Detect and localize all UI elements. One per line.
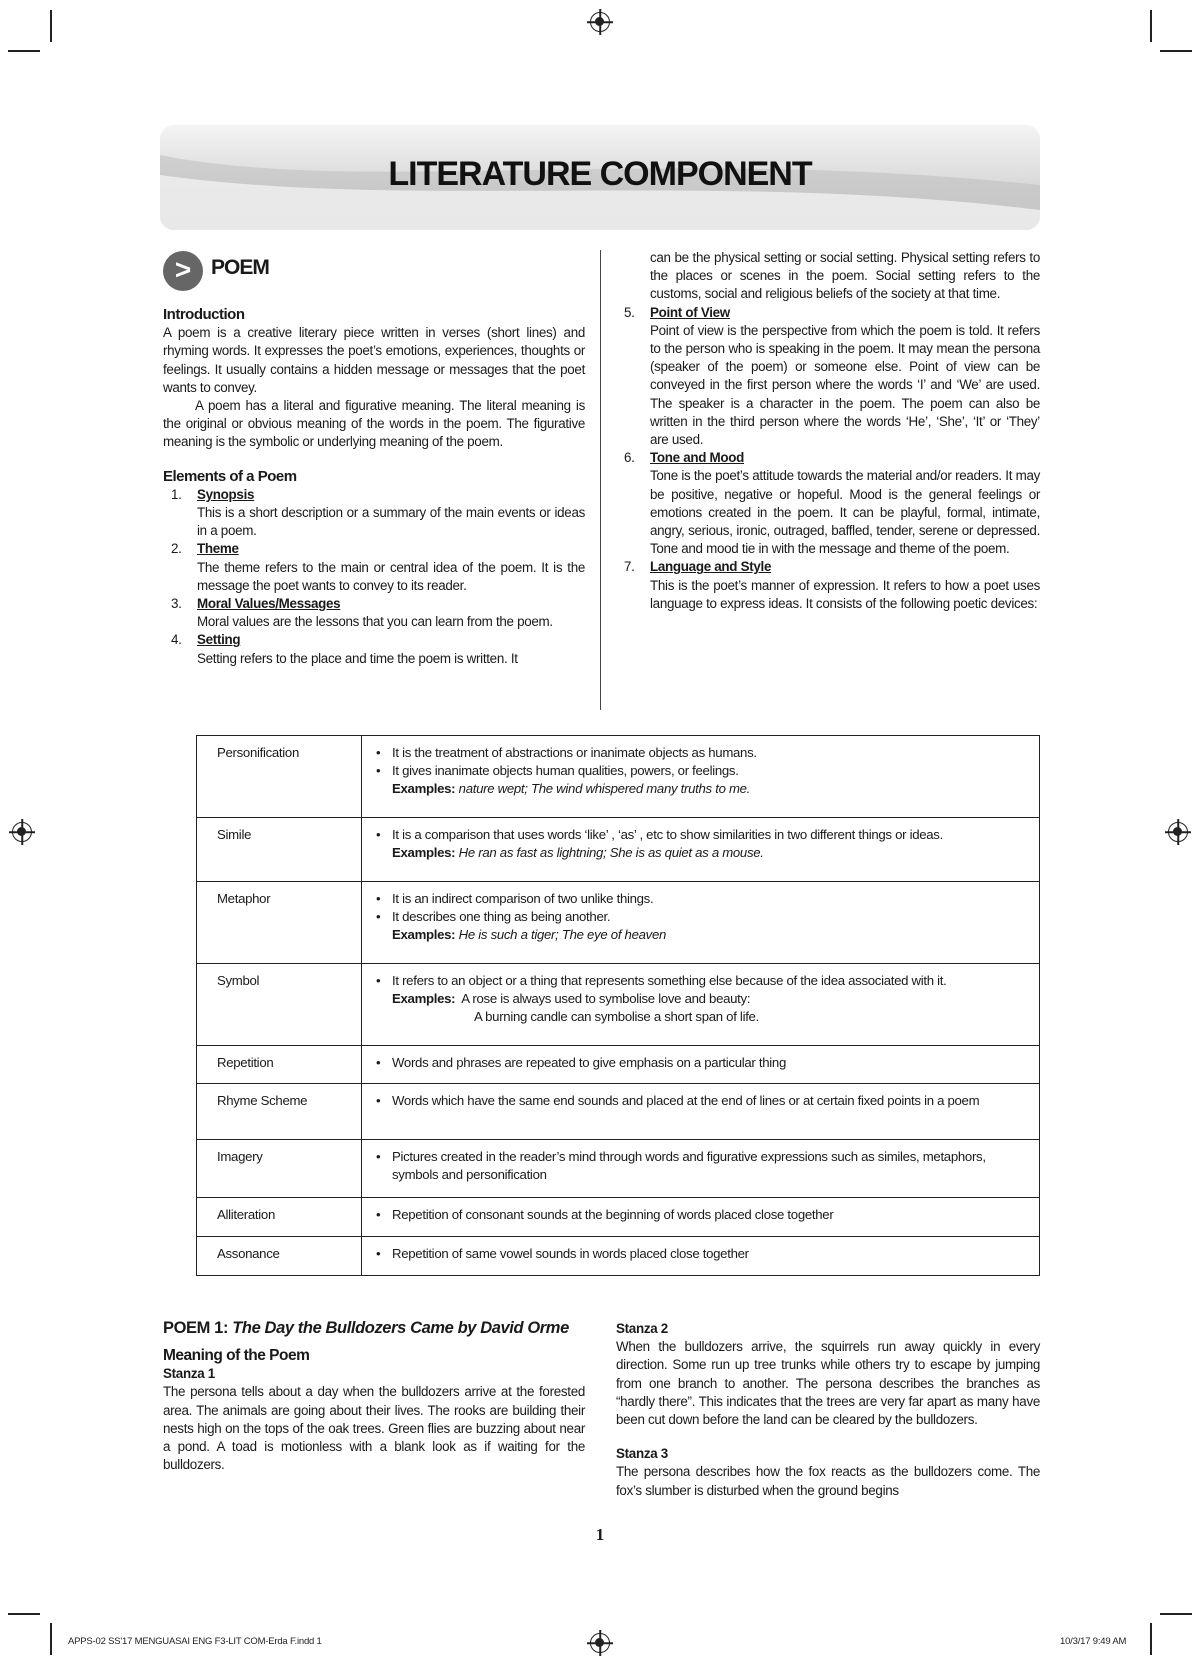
item-number: 3.	[171, 596, 182, 612]
device-description	[362, 1046, 1040, 1084]
device-description	[362, 1140, 1040, 1198]
item-text: Setting refers to the place and time the poem is written. It	[197, 650, 518, 666]
left-column	[163, 306, 585, 668]
device-description	[362, 964, 1040, 1046]
example-label: Examples:	[392, 927, 456, 942]
page-number: 1	[595, 1525, 605, 1544]
section-title: POEM	[211, 256, 269, 279]
device-example-line: A burning candle can symbolise a short span of life.	[474, 1009, 759, 1024]
device-term: Simile	[197, 818, 362, 882]
registration-mark-icon	[1168, 822, 1188, 842]
table-row	[197, 736, 1040, 818]
list-item	[616, 304, 1040, 450]
device-description	[362, 1198, 1040, 1237]
stanza-text: When the bulldozers arrive, the squirrels run away quickly in every direction. Some run up tree trunks while others try to escape by jumping from one branch to another. The persona describes the branches as “hardly there”. This indicates that the trees are very far apart as many have been cut down before the land can be cleared by the bulldozers.	[616, 1339, 1040, 1428]
right-column	[616, 249, 1040, 613]
crop-mark	[1160, 1613, 1192, 1615]
item-text: The theme refers to the main or central idea of the poem. It is the message the poet wants to convey to its reader.	[197, 559, 585, 593]
example-label: Examples:	[392, 991, 456, 1006]
bullet-item: • Repetition of same vowel sounds in words placed close together	[372, 1245, 1029, 1263]
bullet-item: • Pictures created in the reader’s mind through words and figurative expressions such as similes, metaphors, symbols and personification	[372, 1148, 1029, 1184]
example-label: Examples:	[392, 781, 456, 796]
device-term: Alliteration	[197, 1198, 362, 1237]
device-description	[362, 1084, 1040, 1140]
crop-mark	[50, 1623, 52, 1655]
table-row	[197, 882, 1040, 964]
item-text: Tone is the poet’s attitude towards the material and/or readers. It may be positive, negative or hopeful. Mood is the general feelings or emotions created in the poem. It can be playful, formal, intimate, angry, serious, ironic, outraged, baffled, tender, serene or depressed. Tone and mood tie in with the message and theme of the poem.	[650, 468, 1040, 557]
page-title: LITERATURE COMPONENT	[388, 155, 812, 193]
example-text: A rose is always used to symbolise love and beauty:	[461, 991, 751, 1006]
device-description	[362, 882, 1040, 964]
item-number: 4.	[171, 632, 182, 648]
table-row	[197, 1198, 1040, 1237]
list-item	[163, 595, 585, 631]
table-row	[197, 1237, 1040, 1276]
device-example	[372, 844, 1029, 862]
elements-heading: Elements of a Poem	[163, 467, 297, 485]
example-text: He is such a tiger; The eye of heaven	[458, 927, 667, 942]
item-number: 1.	[171, 486, 182, 502]
device-term: Rhyme Scheme	[197, 1084, 362, 1140]
device-term: Imagery	[197, 1140, 362, 1198]
poem-heading	[163, 1318, 585, 1339]
table-row	[197, 818, 1040, 882]
bullet-item: • Repetition of consonant sounds at the beginning of words placed close together	[372, 1206, 1029, 1224]
bullet-item: • It is a comparison that uses words ‘like’ , ‘as’ , etc to show similarities in two different things or ideas.	[372, 826, 1029, 844]
table-row	[197, 964, 1040, 1046]
list-item	[163, 540, 585, 595]
device-term: Symbol	[197, 964, 362, 1046]
poem-title: The Day the Bulldozers Came by David Orme	[232, 1319, 569, 1337]
title-banner	[160, 125, 1040, 230]
list-item	[616, 449, 1040, 558]
device-description	[362, 818, 1040, 882]
registration-mark-icon	[590, 12, 610, 32]
stanza-label: Stanza 2	[616, 1321, 668, 1336]
poetic-devices-table	[196, 735, 1040, 1276]
item-label: Point of View	[650, 304, 730, 320]
item-number: 7.	[624, 559, 635, 575]
bullet-item: • Words which have the same end sounds and placed at the end of lines or at certain fixed points in a poem	[372, 1092, 1029, 1110]
item-text: This is the poet’s manner of expression. It refers to how a poet uses language to express ideas. It consists of the following poetic devices:	[650, 577, 1040, 611]
registration-mark-icon	[12, 822, 32, 842]
poem1-left	[163, 1318, 585, 1474]
list-item	[163, 486, 585, 541]
item-number: 5.	[624, 304, 635, 320]
stanza-text: The persona tells about a day when the bulldozers arrive at the forested area. The animals are going about their lives. The rooks are building their nests high on the tops of the oak trees. Green flies are buzzing about near a pond. A toad is motionless with a blank look as if waiting for the bulldozers.	[163, 1384, 585, 1473]
bullet-item: • It gives inanimate objects human qualities, powers, or feelings.	[372, 762, 1029, 780]
intro-paragraph: A poem is a creative literary piece written in verses (short lines) and rhyming words. It expresses the poet’s emotions, experiences, thoughts or feelings. It usually contains a hidden message or messages that the poet wants to convey.	[163, 325, 585, 395]
elements-list	[163, 486, 585, 668]
item-label: Theme	[197, 541, 239, 557]
poem1-right	[616, 1320, 1040, 1500]
setting-continued: can be the physical setting or social setting. Physical setting refers to the places or scenes in the poem. Social setting refers to the customs, social and religious beliefs of the society at that time.	[650, 250, 1040, 302]
column-divider	[600, 250, 601, 710]
example-text: He ran as fast as lightning; She is as quiet as a mouse.	[458, 845, 764, 860]
item-label: Language and Style	[650, 559, 772, 575]
device-example	[372, 926, 1029, 944]
bullet-item: • Words and phrases are repeated to give emphasis on a particular thing	[372, 1054, 1029, 1072]
bullet-item: • It refers to an object or a thing that represents something else because of the idea associated with it.	[372, 972, 1029, 990]
crop-mark	[8, 50, 40, 52]
slug-line: APPS-02 SS'17 MENGUASAI ENG F3-LIT COM-Erda F.indd 1	[68, 1636, 322, 1647]
device-example	[372, 780, 1029, 798]
crop-mark	[8, 1613, 40, 1615]
intro-heading: Introduction	[163, 306, 245, 323]
crop-mark	[1150, 1623, 1152, 1655]
chevron-right-icon: >	[163, 251, 203, 291]
list-item	[616, 558, 1040, 613]
item-text: This is a short description or a summary of the main events or ideas in a poem.	[197, 505, 585, 539]
stanza-label: Stanza 3	[616, 1446, 668, 1462]
device-term: Assonance	[197, 1237, 362, 1276]
device-term: Personification	[197, 736, 362, 818]
stanza-label: Stanza 1	[163, 1366, 215, 1382]
bullet-item: • It describes one thing as being another.	[372, 908, 1029, 926]
item-text: Moral values are the lessons that you can learn from the poem.	[197, 614, 553, 630]
item-label: Setting	[197, 632, 241, 648]
device-description	[362, 1237, 1040, 1276]
crop-mark	[1150, 10, 1152, 42]
table-row	[197, 1046, 1040, 1084]
item-label: Tone and Mood	[650, 450, 745, 466]
meaning-heading: Meaning of the Poem	[163, 1347, 310, 1364]
stanza-text: The persona describes how the fox reacts as the bulldozers come. The fox’s slumber is disturbed when the ground begins	[616, 1464, 1040, 1498]
bullet-item: • It is the treatment of abstractions or inanimate objects as humans.	[372, 744, 1029, 762]
example-label: Examples:	[392, 845, 456, 860]
device-term: Metaphor	[197, 882, 362, 964]
table-row	[197, 1140, 1040, 1198]
item-text: Point of view is the perspective from which the poem is told. It refers to the person who is speaking in the poem. It may mean the persona (speaker of the poem) or someone else. Point of view can be conveyed in the first person where the words ‘I’ and ‘We’ are used. The speaker is a character in the poem. The poem can also be written in the third person where the words ‘He’, ‘She’, ‘It’ or ‘They’ are used.	[650, 322, 1040, 448]
poem-label: POEM 1:	[163, 1319, 229, 1337]
crop-mark	[50, 10, 52, 42]
registration-mark-icon	[590, 1633, 610, 1653]
bullet-item: • It is an indirect comparison of two unlike things.	[372, 890, 1029, 908]
device-description	[362, 736, 1040, 818]
item-label: Moral Values/Messages	[197, 596, 341, 612]
item-label: Synopsis	[197, 486, 255, 502]
slug-date: 10/3/17 9:49 AM	[1060, 1636, 1127, 1647]
crop-mark	[1160, 50, 1192, 52]
item-number: 2.	[171, 541, 182, 557]
device-example	[372, 990, 1029, 1008]
elements-list-continued	[616, 304, 1040, 613]
device-term: Repetition	[197, 1046, 362, 1084]
item-number: 6.	[624, 450, 635, 466]
list-item	[163, 631, 585, 667]
table-row	[197, 1084, 1040, 1140]
intro-paragraph: A poem has a literal and figurative meaning. The literal meaning is the original or obvious meaning of the words in the poem. The figurative meaning is the symbolic or underlying meaning of the poem.	[163, 398, 585, 450]
example-text: nature wept; The wind whispered many truths to me.	[458, 781, 751, 796]
